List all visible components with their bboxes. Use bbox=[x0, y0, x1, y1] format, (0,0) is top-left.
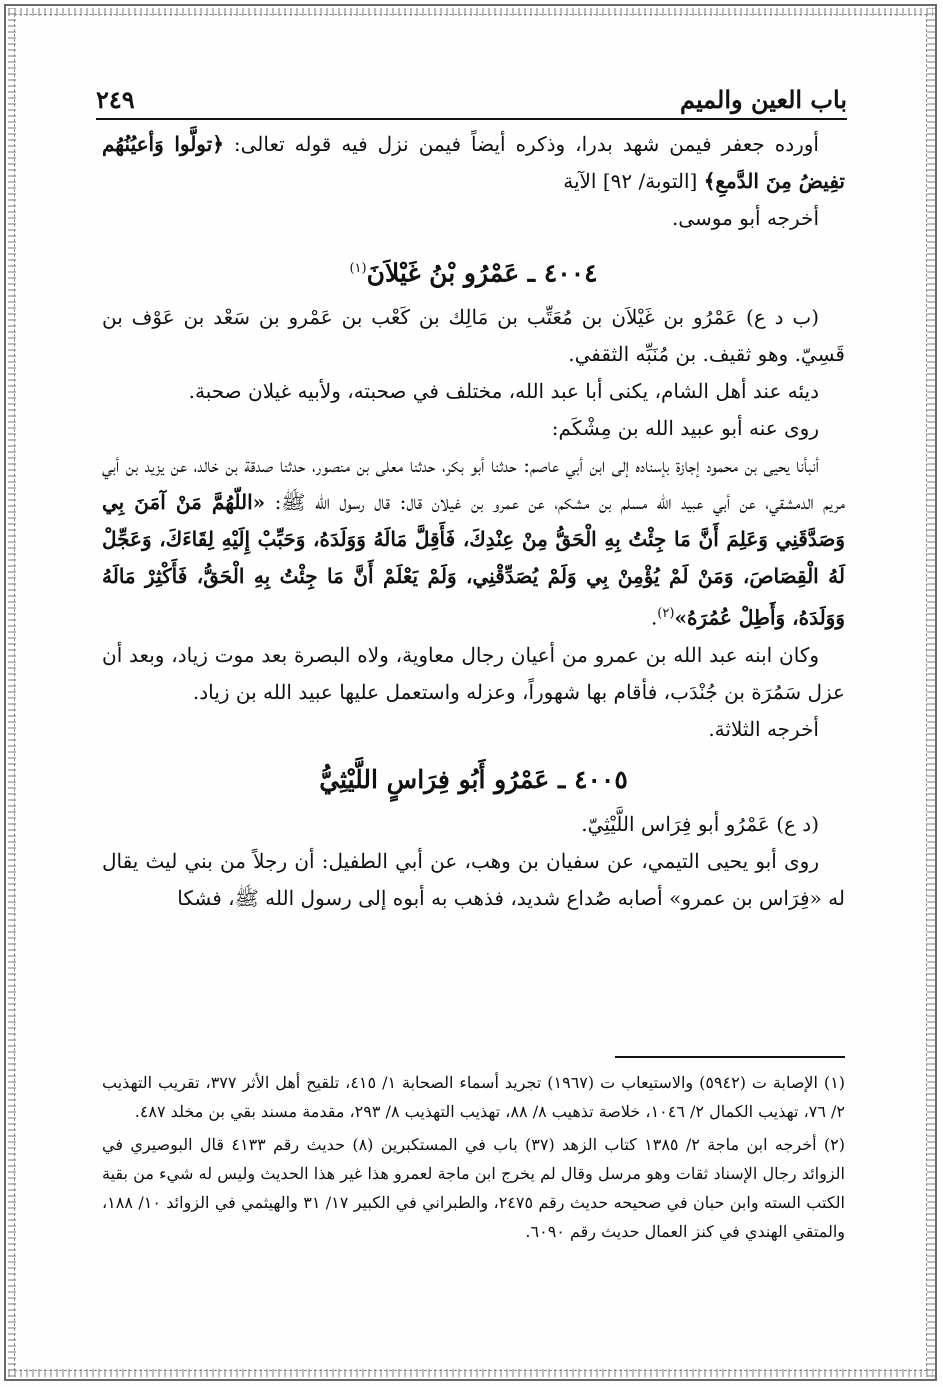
intro-paragraph bbox=[102, 126, 845, 200]
quran-verse: ﴿تولَّوا وَأعيُنُهُم تفِيضُ مِنَ الدَّمعِ﴾ bbox=[102, 132, 845, 193]
hadith-chain: أنبأنا يحيى بن محمود إجازة بإسناده إلى ابن أبي عاصم: حدثنا أبو بكر، حدثنا معلى بن منصور، حدثنا صدقة بن خالد، عن يزيد بن أبي مريم الدمشقي، عن أبي عبيد الله مسلم بن مشكم، عن عمرو بن غيلان قال: قال رسول الله ﷺ: bbox=[102, 453, 845, 515]
entry-4004-son: وكان ابنه عبد الله بن عمرو من أعيان رجال معاوية، ولاه البصرة بعد موت زياد، وبعد أن عزل سَمُرَة بن جُنْدَب، فأقام بها شهوراً، وعزله واستعمل عليها عبيد الله بن زياد. bbox=[102, 642, 845, 704]
entry-4004-hadith-paragraph bbox=[102, 447, 845, 637]
footnote-1: (١) الإصابة ت (٥٩٤٢) والاستيعاب ت (١٩٦٧) تجريد أسماء الصحابة ١/ ٤١٥، تلقيح أهل الأثر ٣٧٧، تقريب التهذيب ٢/ ٧٦، تهذيب الكمال ٢/ ١٠٤٦، خلاصة تذهيب ٨/ ٨٨، تهذيب التهذيب ٨/ ٢٩٣، مقدمة مسند بقي بن مخلد ٤٨٧. bbox=[102, 1073, 846, 1121]
entry-4004-lineage: (ب د ع) عَمْرُو بن غَيْلاَن بن مُعَتِّب بن مَالِك بن كَعْب بن عَمْرو بن سَعْد بن عَوْف بن قَسِيّ. وهو ثقيف. بن مُنَبِّه الثقفي. bbox=[102, 305, 845, 367]
entry-4004-source: أخرجه الثلاثة. bbox=[708, 716, 819, 741]
footnotes bbox=[102, 1068, 845, 1250]
entry-4005-narration: روى أبو يحيى التيمي، عن سفيان بن وهب، عن أبي الطفيل: أن رجلاً من بني ليث يقال له «فِرَاس بن عمرو» أصابه صُداع شديد، فذهب به أبوه إلى رسول الله ﷺ، فشكا bbox=[102, 848, 845, 910]
entry-heading-4004 bbox=[102, 249, 845, 293]
hadith-text: «اللّهُمَّ مَنْ آمَنَ بِي وَصَدَّقَنِي وَعَلِمَ أَنَّ مَا جِئْتُ بِهِ الْحَقُّ مِنْ عِنْدِكَ، فَأَقِلَّ مَالَهُ وَوَلَدَهُ، وَحَبِّبْ إِلَيْهِ لِقَاءَكَ، وَعَجِّلْ لَهُ الْقِصَاصَ، وَمَنْ لَمْ يُؤْمِنْ بِي وَلَمْ يُصَدِّقْنِي، وَلَمْ يَعْلَمْ أَنَّ مَا جِئْتُ بِهِ الْحَقُّ، فَأَكْثِرْ مَالَهُ وَوَلَدَهُ، وَأَطِلْ عُمُرَهُ» bbox=[102, 490, 845, 630]
page-number: ٢٤٩ bbox=[96, 85, 135, 114]
footnote-rule bbox=[615, 1056, 845, 1058]
quran-reference: [التوبة/ ٩٢] الآية bbox=[563, 169, 704, 193]
footnote-marker: (١) bbox=[349, 261, 367, 276]
entry-4004-narrator: روى عنه أبو عبيد الله بن مِشْكَم: bbox=[551, 416, 819, 441]
intro-source: أخرجه أبو موسى. bbox=[671, 206, 819, 230]
chapter-title: باب العين والميم bbox=[679, 85, 847, 114]
main-text bbox=[102, 126, 845, 917]
header-rule bbox=[96, 118, 847, 120]
entry-heading-4005: ٤٠٠٥ ـ عَمْرُو أَبُو فِرَاسٍ اللَّيْثِيُّ bbox=[319, 764, 628, 794]
entry-heading-text: ٤٠٠٤ ـ عَمْرُو بْنُ غَيْلاَنَ bbox=[366, 258, 598, 288]
footnote-marker: (٢) bbox=[657, 606, 675, 622]
entry-4004-description: ديئه عند أهل الشام، يكنى أبا عبد الله، مختلف في صحبته، ولأبيه غيلان صحبة. bbox=[188, 379, 819, 404]
page-header bbox=[96, 86, 847, 114]
entry-4005-name: (د ع) عَمْرُو أبو فِرَاس اللَّيْثِيّ. bbox=[581, 811, 819, 836]
hadith-end: . bbox=[650, 605, 658, 630]
intro-text: أورده جعفر فيمن شهد بدرا، وذكره أيضاً فيمن نزل فيه قوله تعالى: bbox=[223, 132, 819, 156]
footnote-2: (٢) أخرجه ابن ماجة ٢/ ١٣٨٥ كتاب الزهد (٣٧) باب في المستكبرين (٨) حديث رقم ٤١٣٣ قال البوصيري في الزوائد رجال الإسناد ثقات وهو مرسل وقال لم يخرج ابن ماجة لعمرو هذا غير هذا الحديث وليس له شيء من بقية الكتب السته وابن حبان في صحيحه حديث رقم ٢٤٧٥، والطبراني في الكبير ١٧/ ٣١ والهيثمي في الزوائد ١٠/ ١٨٨، والمتقي الهندي في كنز العمال حديث رقم ٦٠٩٠. bbox=[102, 1135, 845, 1241]
